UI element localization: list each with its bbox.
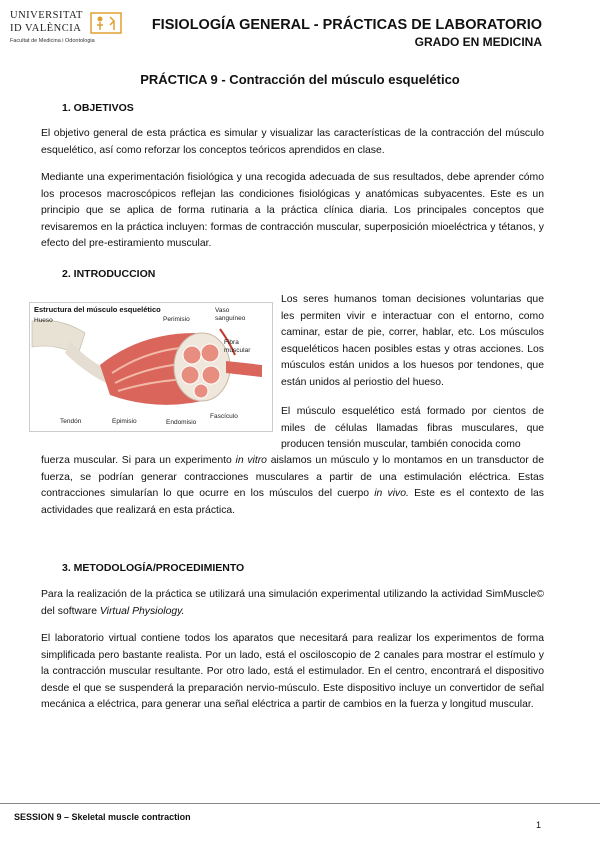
muscle-structure-figure [29,302,273,432]
logo-line1: UNIVERSITAT [10,10,83,21]
label-muscular: muscular [224,347,251,354]
label-perimisio: Perimisio [163,316,190,323]
document-title: PRÁCTICA 9 - Contracción del músculo esquelético [140,72,460,87]
label-vaso: Vaso [215,307,230,314]
figure-caption: Estructura del músculo esquelético [34,305,161,314]
emblem-icon [90,12,122,34]
label-hueso: Hueso [34,317,53,324]
header-title: FISIOLOGÍA GENERAL - PRÁCTICAS DE LABORATORIO [151,17,542,33]
paragraph-seres-humanos: Los seres humanos toman decisiones voluntarias que les permiten vivir e interactuar con el entorno, como caminar, estar de pie, correr, hablar, etc. Los músculos esqueléticos hacen posibles estas y otras acciones. Los músculos están unidos a los huesos por tendones, que están unidos al periostio del hueso. [281,294,544,388]
header-subtitle: GRADO EN MEDICINA [414,35,542,49]
paragraph-musculo-b: fuerza muscular. Si para un experimento in vitro aislamos un músculo y lo montamos en un transductor de fuerza, se podrían generar contracciones musculares a partir de una estimulación eléctrica. Estas contracciones simularían lo que ocurre en los músculos del cuerpo in vivo. Este es el contexto de las actividades que realizará en esta práctica. [41,455,545,516]
label-epimisio: Epimisio [112,418,137,425]
section-heading-objetivos: 1. OBJETIVOS [62,102,134,114]
paragraph-experimentacion: Mediante una experimentación fisiológica y una recogida adecuada de sus resultados, debe aprender cómo los procesos macroscópicos reflejan las condiciones fisiológicas y anatómicas subyacentes. Este es un principio que se aplica de forma rutinaria a la práctica clínica diaria. Los principales conceptos que revisaremos en la práctica incluyen: formas de contracción muscular, superposición mioeléctrica y tétanos, y efecto del pre-estiramiento muscular. [41,172,544,249]
footer-divider [0,803,600,804]
label-endomisio: Endomisio [166,419,197,426]
paragraph-musculo-a: El músculo esquelético está formado por cientos de miles de células llamadas fibras musculares, que producen tensión muscular, también conocida como [281,406,544,450]
footer-session: SESSION 9 – Skeletal muscle contraction [14,812,191,822]
page-number: 1 [536,820,542,830]
paragraph-objetivo: El objetivo general de esta práctica es simular y visualizar las características de la contracción del músculo esquelético, así como reforzar los conceptos teóricos aprendidos en clase. [41,128,544,156]
label-fasciculo: Fascículo [210,413,238,420]
paragraph-simulacion: Para la realización de la práctica se utilizará una simulación experimental utilizando la actividad SimMuscle© del software Virtual Physiology. [41,589,544,617]
label-tendon: Tendón [60,418,82,425]
paragraph-laboratorio-virtual: El laboratorio virtual contiene todos los aparatos que necesitará para realizar los experimentos de forma simplificada pero bastante realista. Por un lado, está el osciloscopio de 2 canales para mostrar el estímulo y la contracción muscular resultante. Por otro lado, está el estimulador. En el centro, encontrará el dispositivo desde el que se suspenderá la preparación nervio-músculo. Este dispositivo incluye un convertidor de señal mecánica a eléctrica, para generar una señal eléctrica a partir de cambios en la fuerza y longitud muscular. [41,633,544,710]
university-logo [10,10,130,50]
label-sanguineo: sanguíneo [215,315,246,322]
label-fibra: Fibra [224,339,239,346]
logo-line2: ID VALÈNCIA [10,23,82,34]
section-heading-metodologia: 3. METODOLOGÍA/PROCEDIMIENTO [62,562,245,574]
muscle-illustration [30,303,272,431]
logo-line3: Facultat de Medicina i Odontologia [10,38,95,44]
section-heading-introduccion: 2. INTRODUCCION [62,268,156,280]
